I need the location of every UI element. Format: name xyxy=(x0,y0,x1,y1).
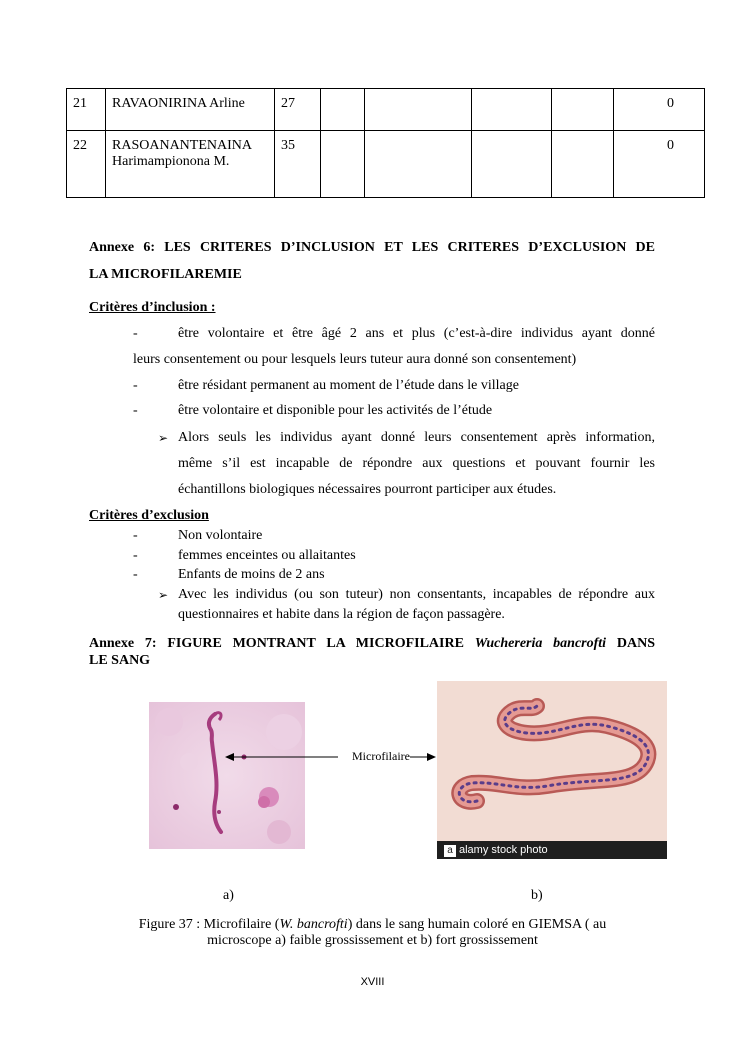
inclusion-item-1: être volontaire et être âgé 2 ans et plus (c’est-à-dire individus ayant donné xyxy=(178,326,655,341)
empty-cell xyxy=(365,131,472,198)
exclusion-note-line2: questionnaires et habite dans la région de façon passagère. xyxy=(178,607,505,622)
dash-bullet: - xyxy=(133,326,138,341)
dash-bullet: - xyxy=(133,403,138,418)
page-number: XVIII xyxy=(360,976,385,988)
caption-end: ) dans le sang humain coloré en GIEMSA ( au xyxy=(347,917,607,932)
table-row xyxy=(67,89,705,131)
microfilaria-worm-graphic xyxy=(437,681,667,841)
participant-name-cell xyxy=(106,131,275,198)
result-value: 0 xyxy=(614,89,705,131)
annexe6-title xyxy=(89,234,655,288)
caption-start: Figure 37 : Microfilaire ( xyxy=(138,917,280,932)
microfilaria-illustration xyxy=(437,681,667,859)
dash-bullet: - xyxy=(133,378,138,393)
dash-bullet: - xyxy=(133,567,138,582)
alamy-logo-icon: a xyxy=(444,845,456,857)
inclusion-heading: Critères d’inclusion : xyxy=(89,300,216,315)
row-number: 21 xyxy=(67,89,106,131)
figure-caption-line2: microscope a) faible grossissement et b) fort grossissement xyxy=(207,933,538,948)
empty-cell xyxy=(321,89,365,131)
table-row xyxy=(67,131,705,198)
dash-bullet: - xyxy=(133,528,138,543)
annexe6-title-line2: LA MICROFILAREMIE xyxy=(89,267,242,282)
empty-cell xyxy=(552,131,614,198)
microscope-slide-graphic xyxy=(149,702,305,849)
inclusion-note-line1: Alors seuls les individus ayant donné leurs consentement après information, xyxy=(178,430,655,445)
annexe6-title-line1: Annexe 6: LES CRITERES D’INCLUSION ET LES CRITERES D’EXCLUSION DE xyxy=(89,240,655,255)
figure-caption-line1 xyxy=(60,917,685,933)
arrow-bullet-icon: ➢ xyxy=(158,588,169,602)
row-number: 22 xyxy=(67,131,106,198)
participant-name: RAVAONIRINA Arline xyxy=(106,89,275,131)
participant-name: RASOANANTENAINA xyxy=(112,138,252,153)
caption-species: W. bancrofti xyxy=(279,917,348,932)
participant-age: 35 xyxy=(275,131,321,198)
inclusion-note-line2: même s’il est incapable de répondre aux questions et pouvant fournir les xyxy=(178,456,655,471)
participant-name-continued: Harimampionona M. xyxy=(112,154,230,169)
annexe7-title-species: Wuchereria bancrofti xyxy=(474,636,607,651)
microfilaire-label: Microfilaire xyxy=(352,749,410,763)
dash-bullet: - xyxy=(133,548,138,563)
exclusion-item-1: Non volontaire xyxy=(178,528,263,543)
empty-cell xyxy=(472,131,552,198)
annexe7-title-end: DANS xyxy=(606,636,655,651)
inclusion-item-1-continued: leurs consentement ou pour lesquels leurs tuteur aura donné son consentement) xyxy=(133,352,577,367)
watermark-bar xyxy=(437,841,667,859)
empty-cell xyxy=(365,89,472,131)
inclusion-item-3: être volontaire et disponible pour les activités de l’étude xyxy=(178,403,493,418)
annexe7-title xyxy=(89,635,655,669)
empty-cell xyxy=(321,131,365,198)
exclusion-item-2: femmes enceintes ou allaitantes xyxy=(178,548,356,563)
watermark-text: alamy stock photo xyxy=(459,844,548,856)
annexe7-title-line2: LE SANG xyxy=(89,653,151,668)
inclusion-item-2: être résidant permanent au moment de l’étude dans le village xyxy=(178,378,519,393)
annexe7-title-line1 xyxy=(89,635,655,652)
arrow-right-head-icon xyxy=(427,753,436,761)
arrow-bullet-icon: ➢ xyxy=(158,431,169,445)
exclusion-note-line1: Avec les individus (ou son tuteur) non consentants, incapables de répondre aux xyxy=(178,587,655,602)
figure-caption xyxy=(60,917,685,949)
result-value: 0 xyxy=(614,131,705,198)
participant-age: 27 xyxy=(275,89,321,131)
empty-cell xyxy=(472,89,552,131)
figure-label-a: a) xyxy=(223,888,234,903)
arrow-left-head-icon xyxy=(225,753,234,761)
exclusion-item-3: Enfants de moins de 2 ans xyxy=(178,567,325,582)
inclusion-note-line3: échantillons biologiques nécessaires pourront participer aux études. xyxy=(178,482,557,497)
empty-cell xyxy=(552,89,614,131)
annexe7-title-start: Annexe 7: FIGURE MONTRANT LA MICROFILAIRE xyxy=(89,636,475,651)
figure-label-b: b) xyxy=(531,888,543,903)
microscope-image-low-magnification xyxy=(149,702,305,849)
participants-table xyxy=(66,88,705,198)
exclusion-heading: Critères d’exclusion xyxy=(89,508,209,523)
